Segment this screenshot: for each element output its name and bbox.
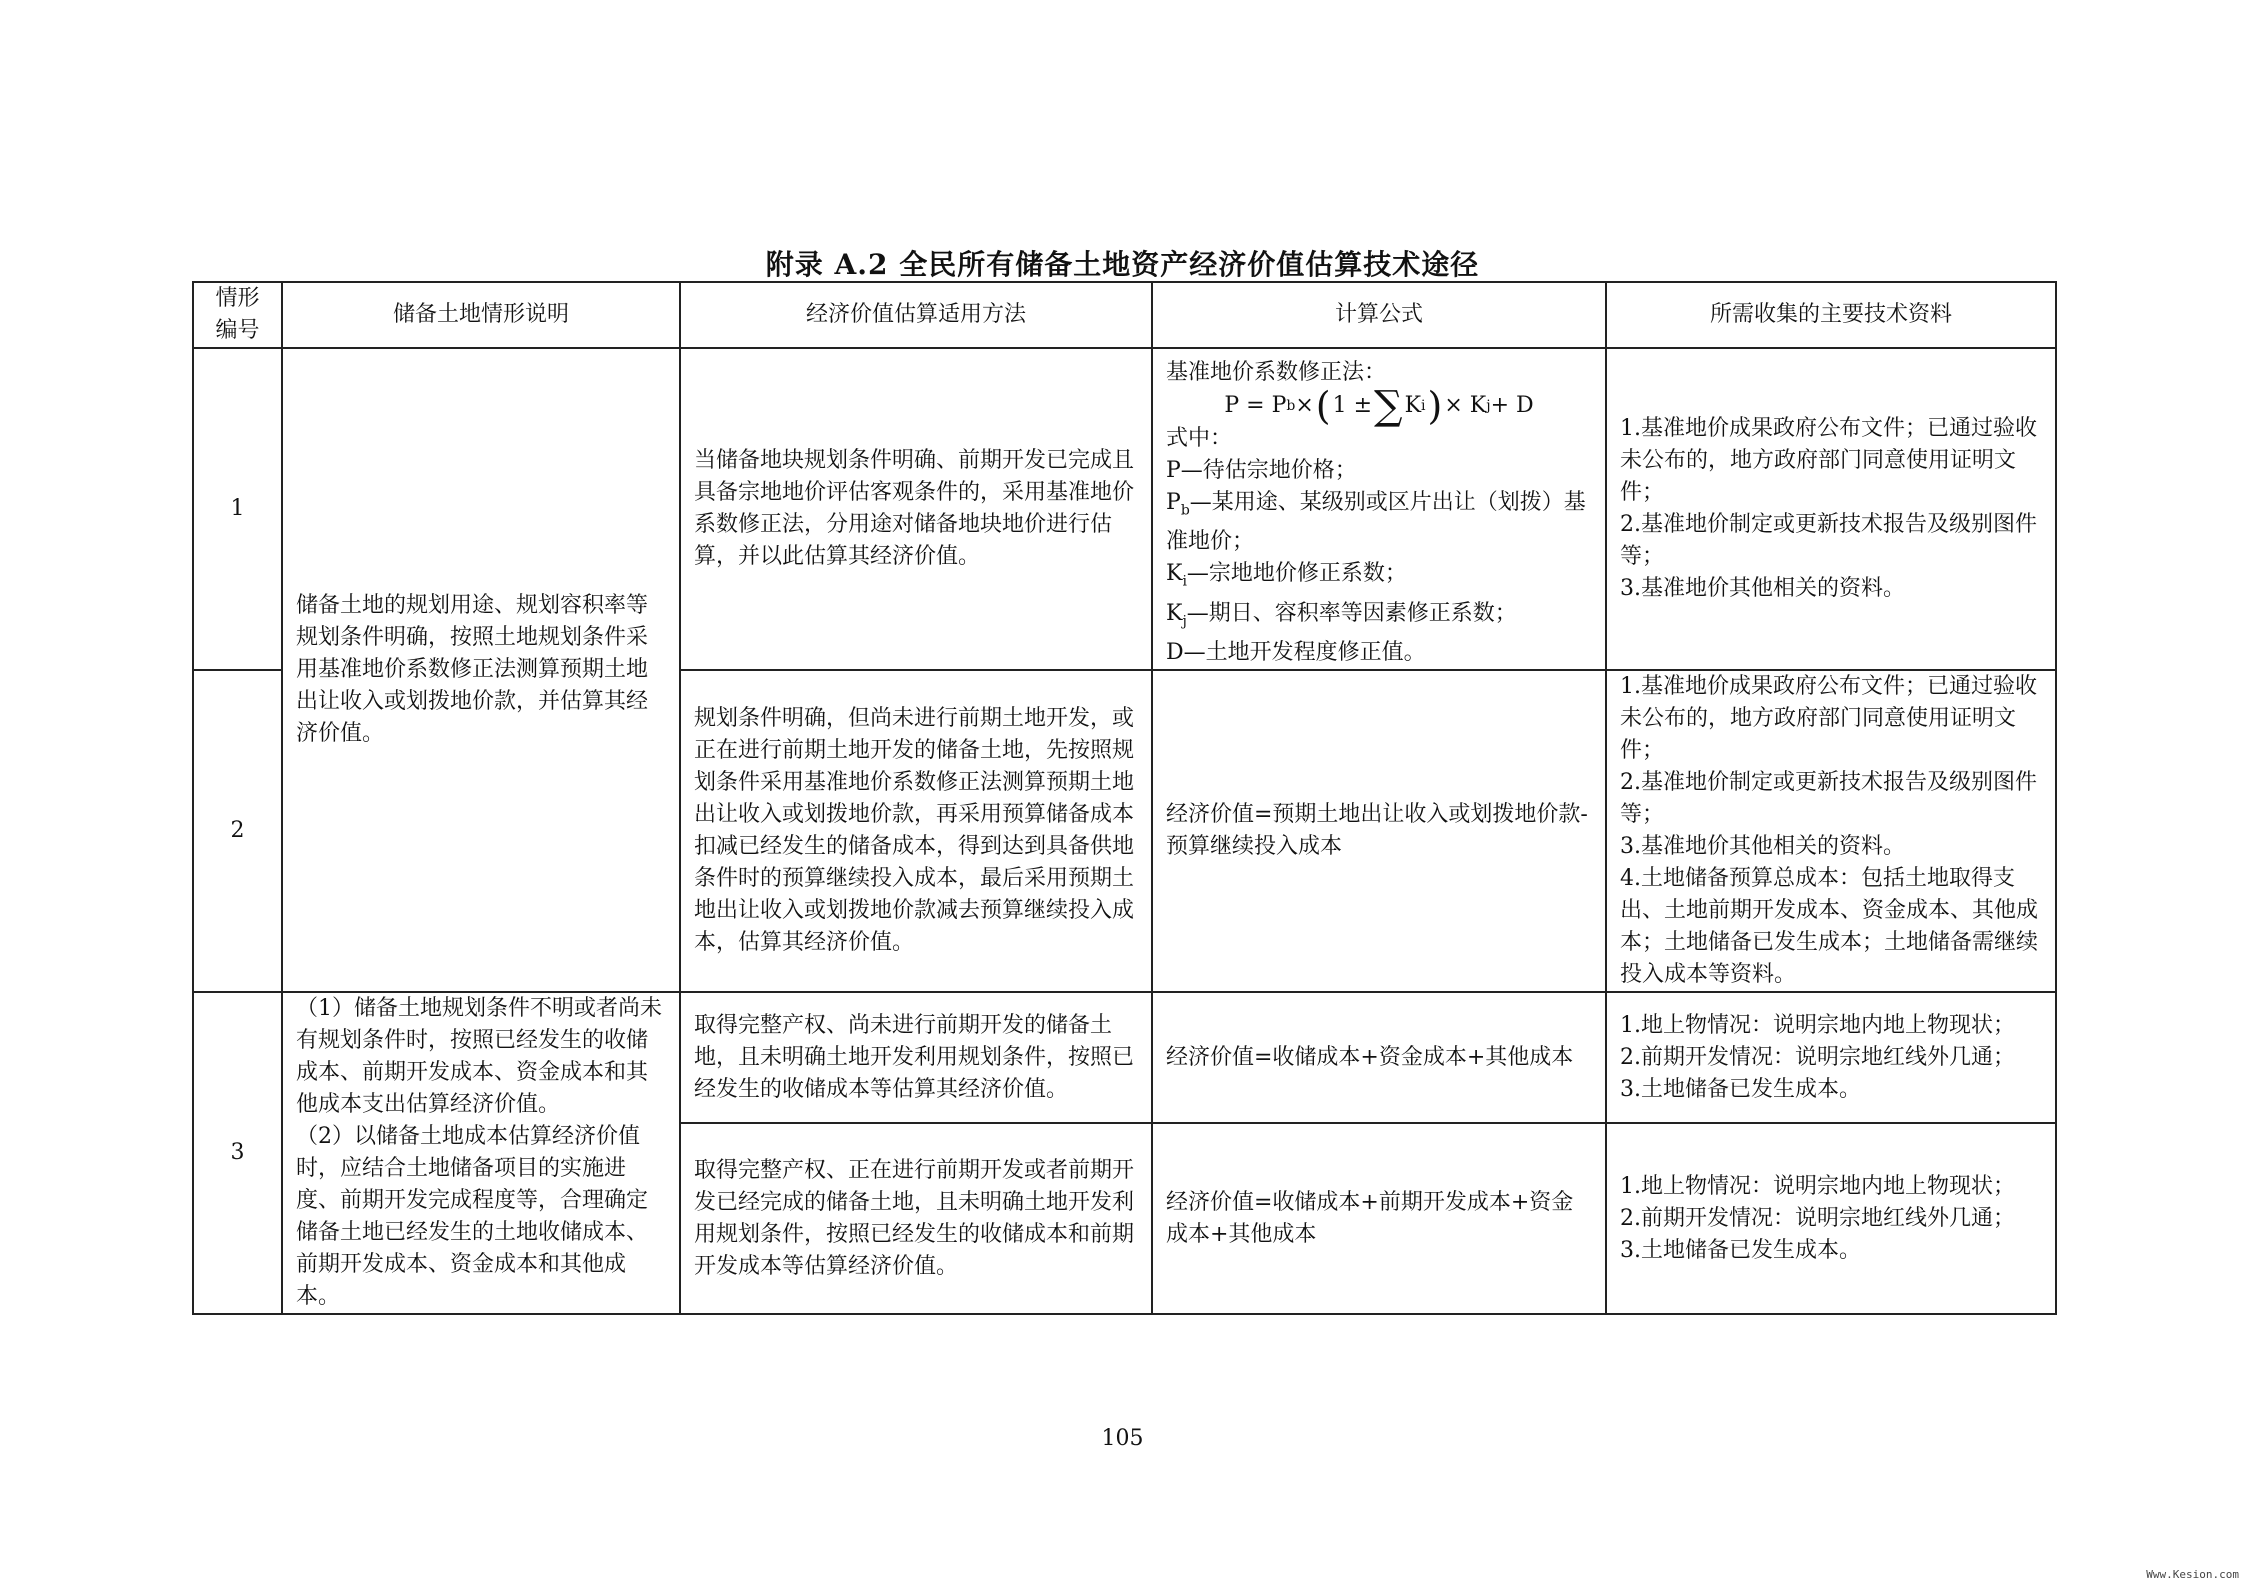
- formula-times: ×: [1295, 393, 1314, 418]
- formula-kj-def-line: [1166, 598, 1592, 637]
- formula-cell: 经济价值=预期土地出让收入或划拨地价款-预算继续投入成本: [1152, 670, 1606, 992]
- material-item: 2.前期开发情况：说明宗地红线外几通；: [1620, 1205, 2015, 1231]
- header-num-line1: 情形: [215, 286, 260, 311]
- material-item: 1.地上物情况：说明宗地内地上物现状；: [1620, 1012, 2015, 1038]
- formula-d-def: D—土地开发程度修正值。: [1166, 640, 1426, 666]
- header-situation: 储备土地情形说明: [282, 282, 680, 348]
- ki-base: K: [1166, 561, 1183, 587]
- method-cell: 当储备地块规划条件明确、前期开发已完成且具备宗地地价评估客观条件的，采用基准地价系数修正法，分用途对储备地块地价进行估算，并以此估算其经济价值。: [680, 348, 1152, 670]
- formula-cell: 经济价值=收储成本+资金成本+其他成本: [1152, 992, 1606, 1123]
- row-number: 3: [193, 992, 282, 1314]
- table-row: [193, 992, 2056, 1123]
- formula-p-def: P—待估宗地价格；: [1166, 458, 1357, 483]
- formula-cell: 经济价值=收储成本+前期开发成本+资金成本+其他成本: [1152, 1123, 1606, 1314]
- header-formula: 计算公式: [1152, 282, 1606, 348]
- situation-paragraph: （1）储备土地规划条件不明或者尚未有规划条件时，按照已经发生的收储成本、前期开发成本、资金成本和其他成本支出估算经济价值。: [296, 996, 662, 1118]
- situation-cell-row-3: [282, 992, 680, 1314]
- situation-paragraph: （2）以储备土地成本估算经济价值时，应结合土地储备项目的实施进度、前期开发完成程度等，合理确定储备土地已经发生的土地收储成本、前期开发成本、资金成本和其他成本。: [296, 1124, 649, 1310]
- material-item: 2.基准地价制定或更新技术报告及级别图件等；: [1620, 770, 2037, 828]
- left-paren-symbol: (: [1315, 384, 1331, 428]
- pb-def: —某用途、某级别或区片出让（划拨）基准地价；: [1166, 490, 1586, 555]
- materials-cell: [1606, 992, 2056, 1123]
- valuation-table: [192, 281, 2057, 1315]
- materials-cell: [1606, 348, 2056, 670]
- summation-symbol: ∑: [1374, 383, 1403, 429]
- formula-k: K: [1404, 393, 1422, 418]
- method-cell: 取得完整产权、尚未进行前期开发的储备土地，且未明确土地开发利用规划条件，按照已经发生的收储成本等估算其经济价值。: [680, 992, 1152, 1123]
- kj-def: —期日、容积率等因素修正系数；: [1186, 600, 1517, 626]
- formula-lhs: P = P: [1224, 393, 1287, 418]
- materials-cell: [1606, 670, 2056, 992]
- pb-base: P: [1166, 490, 1181, 515]
- material-item: 2.基准地价制定或更新技术报告及级别图件等；: [1620, 512, 2037, 570]
- row-number: 2: [193, 670, 282, 992]
- material-item: 3.基准地价其他相关的资料。: [1620, 576, 1905, 602]
- materials-cell: [1606, 1123, 2056, 1314]
- right-paren-symbol: ): [1427, 384, 1443, 428]
- pb-sub: b: [1180, 502, 1190, 519]
- material-item: 1.基准地价成果政府公布文件；已通过验收未公布的，地方政府部门同意使用证明文件；: [1620, 416, 2037, 506]
- kj-base: K: [1166, 600, 1183, 626]
- page-title: 附录 A.2 全民所有储备土地资产经济价值估算技术途径: [765, 248, 1480, 281]
- header-method: 经济价值估算适用方法: [680, 282, 1152, 348]
- formula-heading: 基准地价系数修正法：: [1166, 360, 1387, 385]
- formula-pb-sub: b: [1286, 398, 1296, 414]
- situation-cell-rows-1-2: 储备土地的规划用途、规划容积率等规划条件明确，按照土地规划条件采用基准地价系数修正法测算预期土地出让收入或划拨地价款，并估算其经济价值。: [282, 348, 680, 992]
- header-materials: 所需收集的主要技术资料: [1606, 282, 2056, 348]
- method-cell: 取得完整产权、正在进行前期开发或者前期开发已经完成的储备土地，且未明确土地开发利用规划条件，按照已经发生的收储成本和前期开发成本等估算经济价值。: [680, 1123, 1152, 1314]
- formula-one: 1 ±: [1332, 393, 1373, 418]
- material-item: 4.土地储备预算总成本：包括土地取得支出、土地前期开发成本、资金成本、其他成本；土地储备已发生成本；土地储备需继续投入成本等资料。: [1620, 866, 2039, 988]
- formula-ki-sub: i: [1421, 398, 1426, 414]
- row-number: 1: [193, 348, 282, 670]
- formula-expression: [1166, 383, 1592, 429]
- page-number: 105: [1101, 1426, 1144, 1451]
- formula-where: 式中：: [1166, 426, 1233, 451]
- method-cell: 规划条件明确，但尚未进行前期土地开发，或正在进行前期土地开发的储备土地，先按照规划条件采用基准地价系数修正法测算预期土地出让收入或划拨地价款，再采用预算储备成本扣减已经发生的储备成本，得到达到具备供地条件时的预算继续投入成本，最后采用预期土地出让收入或划拨地价款减去预算继续投入成本，估算其经济价值。: [680, 670, 1152, 992]
- formula-ki-def-line: [1166, 558, 1592, 597]
- table-row: [193, 348, 2056, 670]
- material-item: 3.土地储备已发生成本。: [1620, 1076, 1861, 1102]
- material-item: 1.地上物情况：说明宗地内地上物现状；: [1620, 1173, 2015, 1199]
- material-item: 3.土地储备已发生成本。: [1620, 1237, 1861, 1263]
- material-item: 1.基准地价成果政府公布文件；已通过验收未公布的，地方政府部门同意使用证明文件；: [1620, 674, 2037, 764]
- formula-tail: + D: [1490, 393, 1534, 418]
- kj-sub: j: [1182, 613, 1187, 630]
- table-header-row: [193, 282, 2056, 348]
- watermark-text: Www.Kesion.com: [2146, 1568, 2239, 1581]
- formula-kj-sub: j: [1486, 398, 1491, 414]
- ki-sub: i: [1182, 573, 1187, 590]
- formula-cell: [1152, 348, 1606, 670]
- material-item: 3.基准地价其他相关的资料。: [1620, 834, 1905, 860]
- formula-pb-def-line: [1166, 487, 1592, 558]
- formula-times2: × K: [1444, 393, 1487, 418]
- header-situation-number: [193, 282, 282, 348]
- header-num-line2: 编号: [215, 318, 260, 343]
- material-item: 2.前期开发情况：说明宗地红线外几通；: [1620, 1044, 2015, 1070]
- ki-def: —宗地地价修正系数；: [1186, 561, 1407, 587]
